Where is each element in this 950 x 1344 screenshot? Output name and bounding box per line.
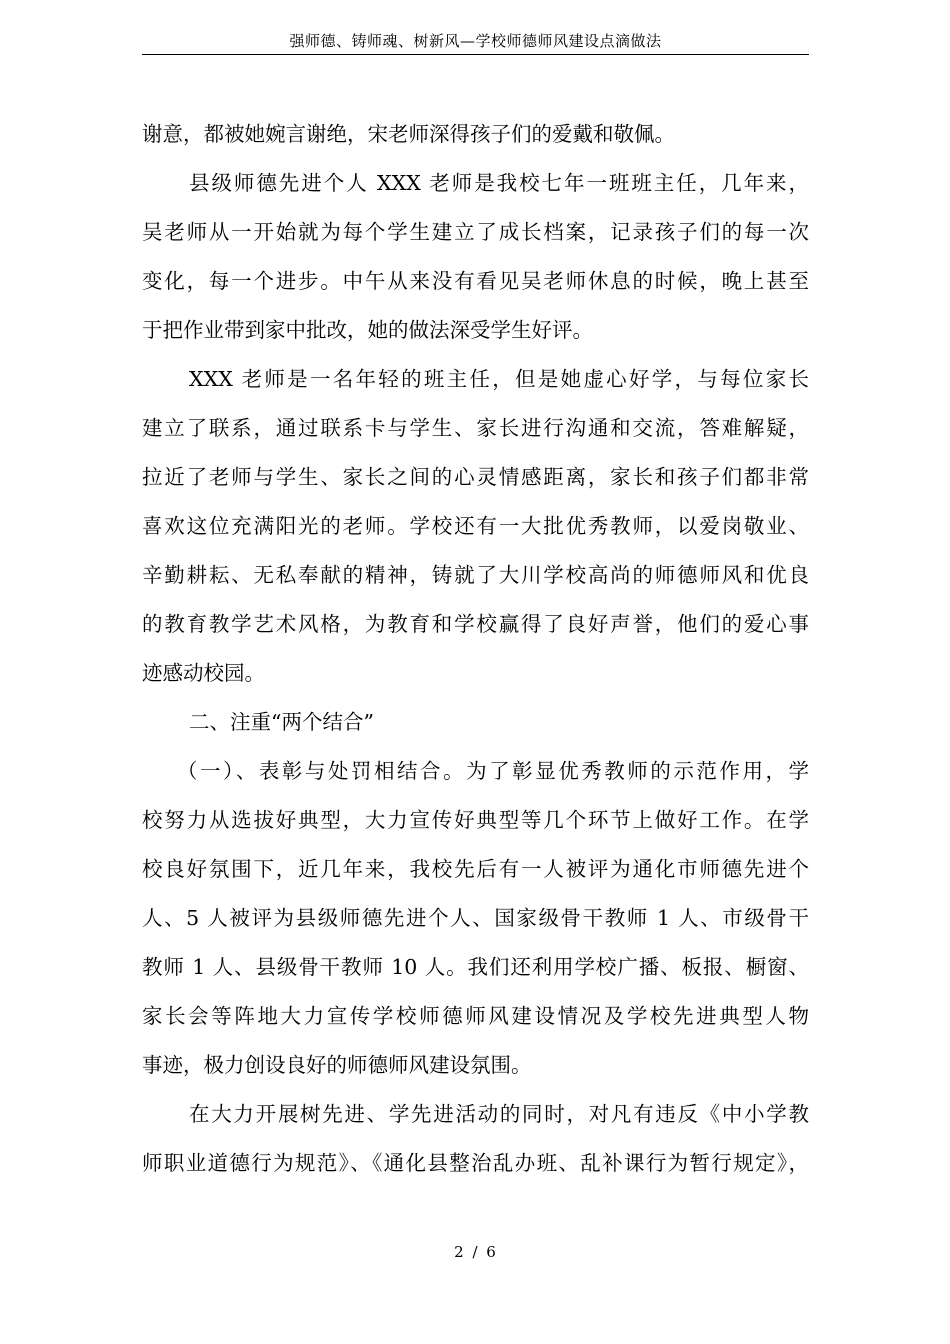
text-line: 喜欢这位充满阳光的老师。学校还有一大批优秀教师，以爱岗敬业、: [142, 514, 809, 538]
text-line: 校努力从选拔好典型，大力宣传好典型等几个环节上做好工作。在学: [142, 808, 809, 832]
text-line: 变化，每一个进步。中午从来没有看见吴老师休息的时候，晚上甚至: [142, 269, 809, 293]
text-line: 的教育教学艺术风格，为教育和学校赢得了良好声誉，他们的爱心事: [142, 612, 809, 636]
text-line: 吴老师从一开始就为每个学生建立了成长档案，记录孩子们的每一次: [142, 220, 809, 244]
text-line: 于把作业带到家中批改，她的做法深受学生好评。: [142, 318, 593, 342]
text-line: 教师 1 人、县级骨干教师 10 人。我们还利用学校广播、板报、橱窗、: [142, 955, 809, 979]
text-line: XXX 老师是一名年轻的班主任，但是她虚心好学，与每位家长: [189, 367, 809, 391]
text-line: 辛勤耕耘、无私奉献的精神，铸就了大川学校高尚的师德师风和优良: [142, 563, 809, 587]
text-line: 师职业道德行为规范》、《通化县整治乱办班、乱补课行为暂行规定》，: [142, 1151, 809, 1175]
text-line: 迹感动校园。: [142, 661, 265, 685]
text-line: 校良好氛围下，近几年来，我校先后有一人被评为通化市师德先进个: [142, 857, 809, 881]
document-body: [142, 110, 809, 1188]
text-line: 二、注重“两个结合”: [189, 710, 374, 734]
page-header: [142, 30, 809, 55]
text-line: 谢意，都被她婉言谢绝，宋老师深得孩子们的爱戴和敬佩。: [142, 122, 675, 146]
text-line: 县级师德先进个人 XXX 老师是我校七年一班班主任，几年来，: [189, 171, 809, 195]
text-line: 事迹，极力创设良好的师德师风建设氛围。: [142, 1053, 532, 1077]
text-line: 在大力开展树先进、学先进活动的同时，对凡有违反《中小学教: [189, 1102, 809, 1126]
text-line: 人、5 人被评为县级师德先进个人、国家级骨干教师 1 人、市级骨干: [142, 906, 809, 930]
text-line: （一）、表彰与处罚相结合。为了彰显优秀教师的示范作用，学: [177, 759, 809, 783]
text-line: 家长会等阵地大力宣传学校师德师风建设情况及学校先进典型人物: [142, 1004, 809, 1028]
page-number: 2 / 6: [454, 1243, 496, 1261]
document-title: 强师德、铸师魂、树新风—学校师德师风建设点滴做法: [289, 32, 662, 50]
text-line: 建立了联系，通过联系卡与学生、家长进行沟通和交流，答难解疑，: [142, 416, 809, 440]
text-line: 拉近了老师与学生、家长之间的心灵情感距离，家长和孩子们都非常: [142, 465, 809, 489]
